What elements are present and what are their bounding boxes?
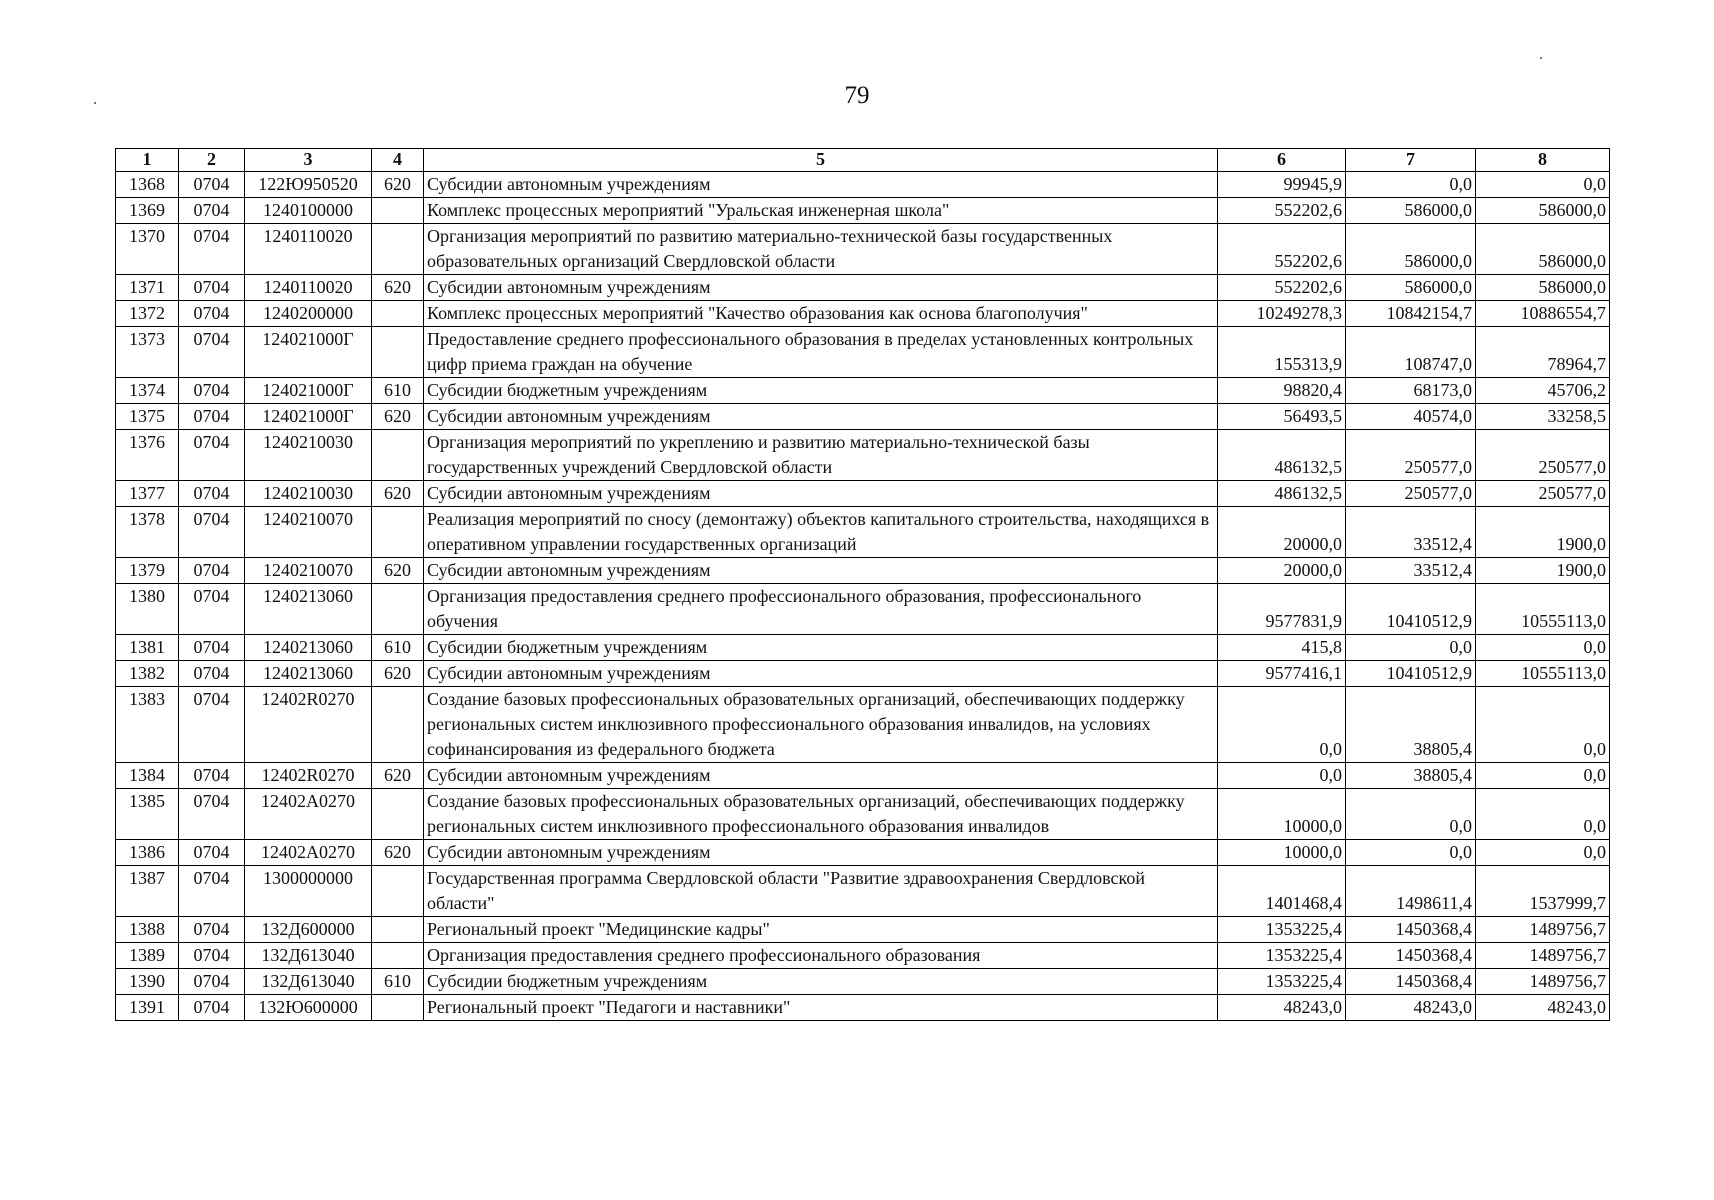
amount-col6-cell: 98820,4 <box>1218 378 1346 404</box>
table-row <box>116 661 1610 687</box>
row-number-cell: 1378 <box>116 507 179 558</box>
amount-col8-cell: 586000,0 <box>1476 275 1610 301</box>
item-name-cell: Организация мероприятий по укреплению и развитию материально-технической базы государственных учреждений Свердловской области <box>424 430 1218 481</box>
expense-type-cell <box>372 687 424 763</box>
scan-speck <box>1540 57 1542 59</box>
expense-type-cell <box>372 866 424 917</box>
header-col-6: 6 <box>1218 149 1346 172</box>
amount-col6-cell: 552202,6 <box>1218 275 1346 301</box>
amount-col8-cell: 0,0 <box>1476 687 1610 763</box>
table-row <box>116 763 1610 789</box>
amount-col8-cell: 0,0 <box>1476 840 1610 866</box>
section-code-cell: 0704 <box>179 378 245 404</box>
amount-col7-cell: 1450368,4 <box>1346 917 1476 943</box>
item-name-cell: Организация мероприятий по развитию материально-технической базы государственных образовательных организаций Свердловской области <box>424 224 1218 275</box>
target-code-cell: 1300000000 <box>245 866 372 917</box>
amount-col6-cell: 552202,6 <box>1218 198 1346 224</box>
table-row <box>116 301 1610 327</box>
amount-col8-cell: 586000,0 <box>1476 198 1610 224</box>
item-name-cell: Субсидии автономным учреждениям <box>424 172 1218 198</box>
row-number-cell: 1371 <box>116 275 179 301</box>
table-row <box>116 917 1610 943</box>
expense-type-cell: 620 <box>372 404 424 430</box>
row-number-cell: 1385 <box>116 789 179 840</box>
row-number-cell: 1370 <box>116 224 179 275</box>
row-number-cell: 1376 <box>116 430 179 481</box>
section-code-cell: 0704 <box>179 198 245 224</box>
item-name-cell: Создание базовых профессиональных образовательных организаций, обеспечивающих поддержку региональных систем инклюзивного профессионального образования инвалидов <box>424 789 1218 840</box>
amount-col6-cell: 9577831,9 <box>1218 584 1346 635</box>
amount-col7-cell: 38805,4 <box>1346 687 1476 763</box>
row-number-cell: 1390 <box>116 969 179 995</box>
item-name-cell: Региональный проект "Медицинские кадры" <box>424 917 1218 943</box>
table-row <box>116 558 1610 584</box>
amount-col8-cell: 10555113,0 <box>1476 661 1610 687</box>
amount-col6-cell: 486132,5 <box>1218 481 1346 507</box>
target-code-cell: 124021000Г <box>245 327 372 378</box>
table-row <box>116 198 1610 224</box>
item-name-cell: Субсидии автономным учреждениям <box>424 404 1218 430</box>
target-code-cell: 1240210030 <box>245 430 372 481</box>
amount-col8-cell: 48243,0 <box>1476 995 1610 1021</box>
table-row <box>116 327 1610 378</box>
amount-col7-cell: 586000,0 <box>1346 224 1476 275</box>
amount-col8-cell: 0,0 <box>1476 635 1610 661</box>
section-code-cell: 0704 <box>179 301 245 327</box>
target-code-cell: 1240110020 <box>245 224 372 275</box>
table-row <box>116 943 1610 969</box>
amount-col8-cell: 0,0 <box>1476 763 1610 789</box>
amount-col7-cell: 10410512,9 <box>1346 584 1476 635</box>
section-code-cell: 0704 <box>179 763 245 789</box>
expense-type-cell <box>372 430 424 481</box>
target-code-cell: 132Ю600000 <box>245 995 372 1021</box>
amount-col7-cell: 38805,4 <box>1346 763 1476 789</box>
amount-col7-cell: 1498611,4 <box>1346 866 1476 917</box>
expense-type-cell <box>372 917 424 943</box>
amount-col6-cell: 1401468,4 <box>1218 866 1346 917</box>
section-code-cell: 0704 <box>179 275 245 301</box>
target-code-cell: 12402R0270 <box>245 687 372 763</box>
amount-col7-cell: 0,0 <box>1346 840 1476 866</box>
table-row <box>116 224 1610 275</box>
expense-type-cell <box>372 327 424 378</box>
section-code-cell: 0704 <box>179 558 245 584</box>
amount-col8-cell: 33258,5 <box>1476 404 1610 430</box>
section-code-cell: 0704 <box>179 430 245 481</box>
target-code-cell: 132Д600000 <box>245 917 372 943</box>
row-number-cell: 1386 <box>116 840 179 866</box>
section-code-cell: 0704 <box>179 866 245 917</box>
amount-col6-cell: 1353225,4 <box>1218 969 1346 995</box>
item-name-cell: Субсидии бюджетным учреждениям <box>424 635 1218 661</box>
item-name-cell: Организация предоставления среднего профессионального образования <box>424 943 1218 969</box>
target-code-cell: 12402R0270 <box>245 763 372 789</box>
target-code-cell: 124021000Г <box>245 378 372 404</box>
amount-col7-cell: 40574,0 <box>1346 404 1476 430</box>
target-code-cell: 1240213060 <box>245 584 372 635</box>
table-row <box>116 789 1610 840</box>
expense-type-cell: 610 <box>372 635 424 661</box>
section-code-cell: 0704 <box>179 789 245 840</box>
header-col-4: 4 <box>372 149 424 172</box>
expense-type-cell: 620 <box>372 275 424 301</box>
amount-col7-cell: 586000,0 <box>1346 198 1476 224</box>
table-row <box>116 275 1610 301</box>
target-code-cell: 1240213060 <box>245 661 372 687</box>
amount-col7-cell: 0,0 <box>1346 789 1476 840</box>
target-code-cell: 1240100000 <box>245 198 372 224</box>
item-name-cell: Реализация мероприятий по сносу (демонтажу) объектов капитального строительства, находящихся в оперативном управлении государственных организаций <box>424 507 1218 558</box>
section-code-cell: 0704 <box>179 687 245 763</box>
amount-col8-cell: 250577,0 <box>1476 430 1610 481</box>
expense-type-cell: 610 <box>372 378 424 404</box>
amount-col7-cell: 68173,0 <box>1346 378 1476 404</box>
row-number-cell: 1383 <box>116 687 179 763</box>
item-name-cell: Субсидии бюджетным учреждениям <box>424 969 1218 995</box>
item-name-cell: Создание базовых профессиональных образовательных организаций, обеспечивающих поддержку региональных систем инклюзивного профессионального образования инвалидов, на условиях софинансирования из федерального бюджета <box>424 687 1218 763</box>
expense-type-cell: 610 <box>372 969 424 995</box>
table-row <box>116 430 1610 481</box>
item-name-cell: Комплекс процессных мероприятий "Качество образования как основа благополучия" <box>424 301 1218 327</box>
item-name-cell: Субсидии автономным учреждениям <box>424 275 1218 301</box>
amount-col8-cell: 0,0 <box>1476 172 1610 198</box>
amount-col6-cell: 10000,0 <box>1218 789 1346 840</box>
page-number: 79 <box>844 82 870 109</box>
expense-type-cell: 620 <box>372 840 424 866</box>
amount-col8-cell: 250577,0 <box>1476 481 1610 507</box>
amount-col6-cell: 552202,6 <box>1218 224 1346 275</box>
row-number-cell: 1382 <box>116 661 179 687</box>
item-name-cell: Организация предоставления среднего профессионального образования, профессионального обучения <box>424 584 1218 635</box>
target-code-cell: 124021000Г <box>245 404 372 430</box>
amount-col7-cell: 48243,0 <box>1346 995 1476 1021</box>
row-number-cell: 1388 <box>116 917 179 943</box>
row-number-cell: 1387 <box>116 866 179 917</box>
amount-col8-cell: 1489756,7 <box>1476 943 1610 969</box>
amount-col7-cell: 250577,0 <box>1346 481 1476 507</box>
item-name-cell: Субсидии автономным учреждениям <box>424 661 1218 687</box>
item-name-cell: Субсидии автономным учреждениям <box>424 763 1218 789</box>
target-code-cell: 1240210070 <box>245 558 372 584</box>
section-code-cell: 0704 <box>179 481 245 507</box>
amount-col7-cell: 33512,4 <box>1346 507 1476 558</box>
table-row <box>116 995 1610 1021</box>
row-number-cell: 1374 <box>116 378 179 404</box>
amount-col6-cell: 99945,9 <box>1218 172 1346 198</box>
section-code-cell: 0704 <box>179 661 245 687</box>
section-code-cell: 0704 <box>179 995 245 1021</box>
amount-col6-cell: 56493,5 <box>1218 404 1346 430</box>
row-number-cell: 1377 <box>116 481 179 507</box>
amount-col8-cell: 0,0 <box>1476 789 1610 840</box>
expense-type-cell: 620 <box>372 481 424 507</box>
amount-col7-cell: 108747,0 <box>1346 327 1476 378</box>
amount-col8-cell: 1489756,7 <box>1476 917 1610 943</box>
item-name-cell: Предоставление среднего профессионального образования в пределах установленных контрольных цифр приема граждан на обучение <box>424 327 1218 378</box>
expense-type-cell <box>372 198 424 224</box>
table-header-row <box>116 149 1610 172</box>
row-number-cell: 1368 <box>116 172 179 198</box>
item-name-cell: Государственная программа Свердловской области "Развитие здравоохранения Свердловской области" <box>424 866 1218 917</box>
expense-type-cell: 620 <box>372 558 424 584</box>
expense-type-cell <box>372 301 424 327</box>
amount-col6-cell: 48243,0 <box>1218 995 1346 1021</box>
amount-col7-cell: 10842154,7 <box>1346 301 1476 327</box>
expense-type-cell: 620 <box>372 172 424 198</box>
target-code-cell: 1240200000 <box>245 301 372 327</box>
amount-col6-cell: 10249278,3 <box>1218 301 1346 327</box>
table-row <box>116 969 1610 995</box>
table-row <box>116 481 1610 507</box>
amount-col8-cell: 1900,0 <box>1476 558 1610 584</box>
amount-col6-cell: 9577416,1 <box>1218 661 1346 687</box>
amount-col6-cell: 155313,9 <box>1218 327 1346 378</box>
amount-col6-cell: 20000,0 <box>1218 507 1346 558</box>
section-code-cell: 0704 <box>179 172 245 198</box>
item-name-cell: Региональный проект "Педагоги и наставники" <box>424 995 1218 1021</box>
item-name-cell: Субсидии автономным учреждениям <box>424 558 1218 584</box>
target-code-cell: 12402A0270 <box>245 789 372 840</box>
amount-col7-cell: 10410512,9 <box>1346 661 1476 687</box>
amount-col6-cell: 1353225,4 <box>1218 943 1346 969</box>
amount-col6-cell: 10000,0 <box>1218 840 1346 866</box>
header-col-5: 5 <box>424 149 1218 172</box>
section-code-cell: 0704 <box>179 507 245 558</box>
section-code-cell: 0704 <box>179 584 245 635</box>
amount-col7-cell: 33512,4 <box>1346 558 1476 584</box>
amount-col8-cell: 45706,2 <box>1476 378 1610 404</box>
expense-type-cell <box>372 584 424 635</box>
item-name-cell: Субсидии автономным учреждениям <box>424 840 1218 866</box>
section-code-cell: 0704 <box>179 327 245 378</box>
amount-col8-cell: 10886554,7 <box>1476 301 1610 327</box>
header-col-2: 2 <box>179 149 245 172</box>
amount-col8-cell: 10555113,0 <box>1476 584 1610 635</box>
row-number-cell: 1375 <box>116 404 179 430</box>
amount-col8-cell: 1489756,7 <box>1476 969 1610 995</box>
amount-col7-cell: 0,0 <box>1346 172 1476 198</box>
row-number-cell: 1391 <box>116 995 179 1021</box>
amount-col7-cell: 1450368,4 <box>1346 943 1476 969</box>
budget-table <box>115 148 1610 1021</box>
target-code-cell: 132Д613040 <box>245 969 372 995</box>
expense-type-cell <box>372 943 424 969</box>
expense-type-cell <box>372 995 424 1021</box>
item-name-cell: Субсидии бюджетным учреждениям <box>424 378 1218 404</box>
item-name-cell: Субсидии автономным учреждениям <box>424 481 1218 507</box>
item-name-cell: Комплекс процессных мероприятий "Уральская инженерная школа" <box>424 198 1218 224</box>
row-number-cell: 1381 <box>116 635 179 661</box>
table-row <box>116 172 1610 198</box>
amount-col7-cell: 1450368,4 <box>1346 969 1476 995</box>
row-number-cell: 1389 <box>116 943 179 969</box>
section-code-cell: 0704 <box>179 635 245 661</box>
amount-col8-cell: 1900,0 <box>1476 507 1610 558</box>
target-code-cell: 1240210070 <box>245 507 372 558</box>
table-row <box>116 378 1610 404</box>
expense-type-cell <box>372 507 424 558</box>
row-number-cell: 1373 <box>116 327 179 378</box>
amount-col7-cell: 0,0 <box>1346 635 1476 661</box>
amount-col7-cell: 250577,0 <box>1346 430 1476 481</box>
expense-type-cell: 620 <box>372 661 424 687</box>
table-row <box>116 404 1610 430</box>
header-col-7: 7 <box>1346 149 1476 172</box>
target-code-cell: 1240213060 <box>245 635 372 661</box>
expense-type-cell: 620 <box>372 763 424 789</box>
section-code-cell: 0704 <box>179 224 245 275</box>
section-code-cell: 0704 <box>179 917 245 943</box>
scan-speck <box>94 102 96 104</box>
header-col-3: 3 <box>245 149 372 172</box>
expense-type-cell <box>372 789 424 840</box>
target-code-cell: 1240110020 <box>245 275 372 301</box>
amount-col6-cell: 486132,5 <box>1218 430 1346 481</box>
section-code-cell: 0704 <box>179 404 245 430</box>
amount-col8-cell: 586000,0 <box>1476 224 1610 275</box>
row-number-cell: 1379 <box>116 558 179 584</box>
header-col-1: 1 <box>116 149 179 172</box>
amount-col6-cell: 1353225,4 <box>1218 917 1346 943</box>
row-number-cell: 1369 <box>116 198 179 224</box>
amount-col6-cell: 415,8 <box>1218 635 1346 661</box>
target-code-cell: 132Д613040 <box>245 943 372 969</box>
table-body <box>116 172 1610 1021</box>
amount-col6-cell: 0,0 <box>1218 763 1346 789</box>
amount-col8-cell: 78964,7 <box>1476 327 1610 378</box>
row-number-cell: 1372 <box>116 301 179 327</box>
amount-col7-cell: 586000,0 <box>1346 275 1476 301</box>
amount-col6-cell: 0,0 <box>1218 687 1346 763</box>
target-code-cell: 1240210030 <box>245 481 372 507</box>
table-row <box>116 840 1610 866</box>
table-row <box>116 687 1610 763</box>
table-row <box>116 635 1610 661</box>
header-col-8: 8 <box>1476 149 1610 172</box>
row-number-cell: 1380 <box>116 584 179 635</box>
target-code-cell: 12402A0270 <box>245 840 372 866</box>
section-code-cell: 0704 <box>179 943 245 969</box>
section-code-cell: 0704 <box>179 840 245 866</box>
expense-type-cell <box>372 224 424 275</box>
amount-col8-cell: 1537999,7 <box>1476 866 1610 917</box>
section-code-cell: 0704 <box>179 969 245 995</box>
table-row <box>116 507 1610 558</box>
target-code-cell: 122Ю950520 <box>245 172 372 198</box>
table-row <box>116 584 1610 635</box>
table-row <box>116 866 1610 917</box>
row-number-cell: 1384 <box>116 763 179 789</box>
amount-col6-cell: 20000,0 <box>1218 558 1346 584</box>
